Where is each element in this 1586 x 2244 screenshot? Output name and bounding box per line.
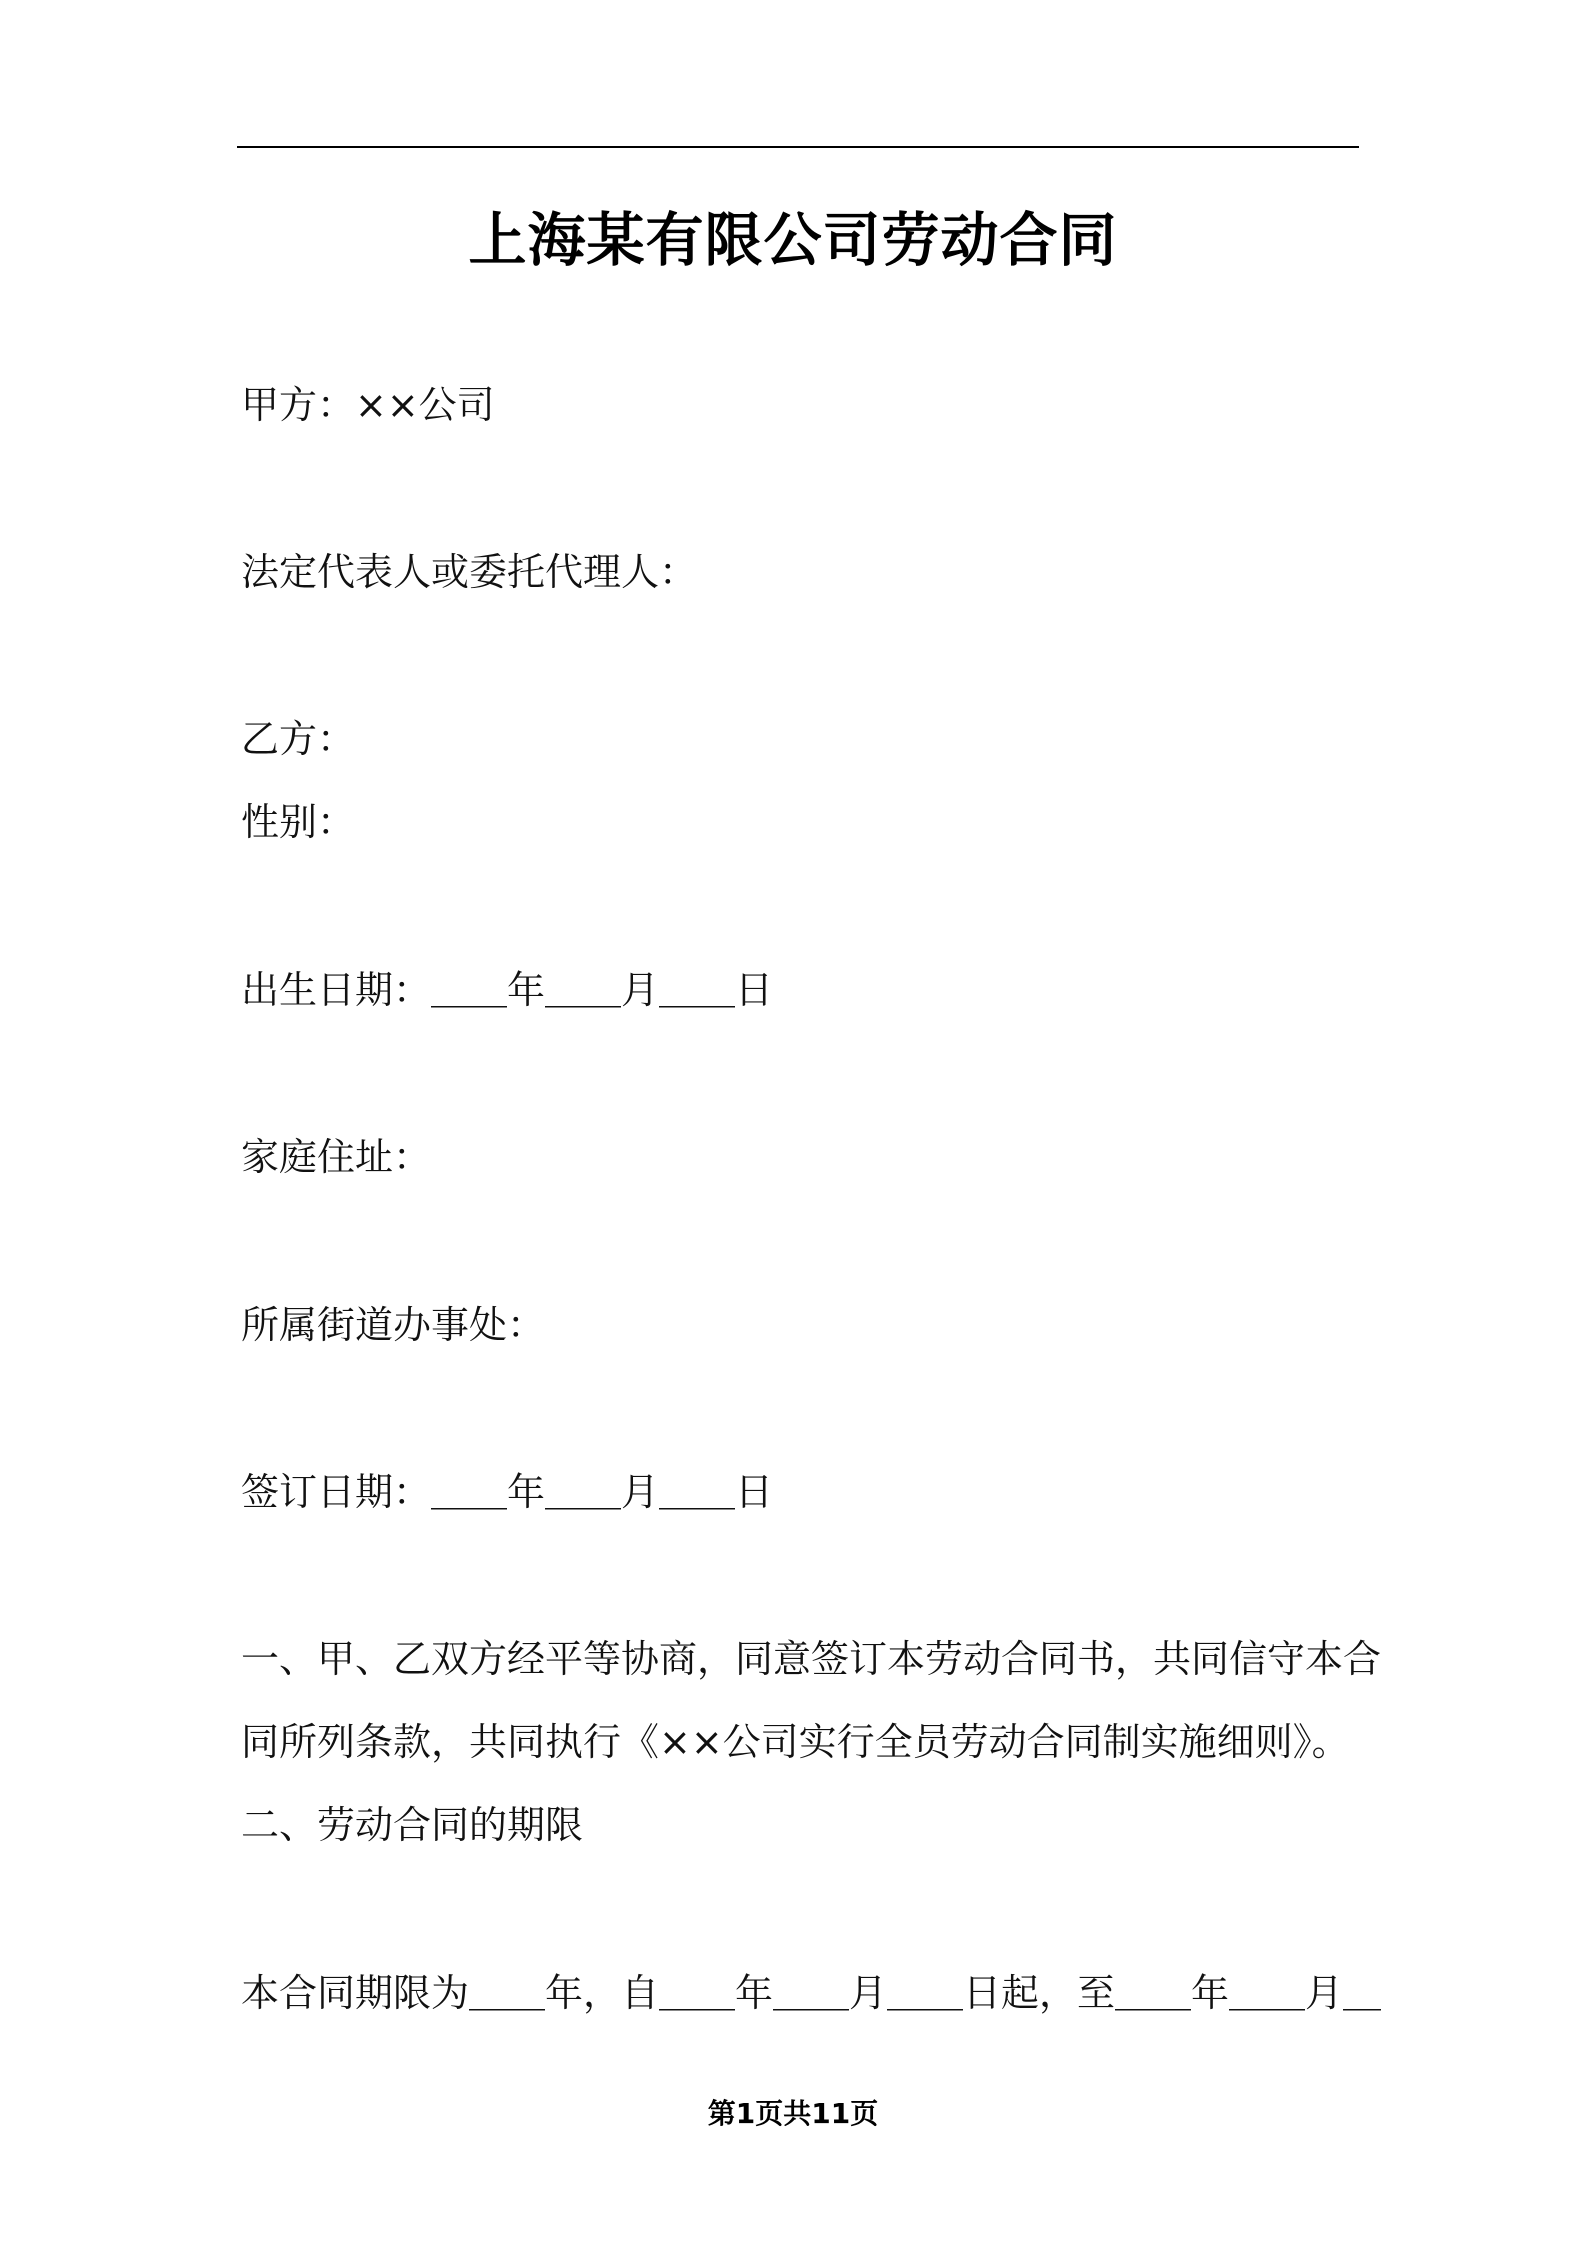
party-a-line: 甲方：××公司 [241,383,495,427]
clause-one-line-2: 同所列条款，共同执行《××公司实行全员劳动合同制实施细则》。 [241,1720,1350,1764]
header-rule [237,146,1359,148]
contract-term-line: 本合同期限为＿＿年，自＿＿年＿＿月＿＿日起，至＿＿年＿＿月＿ [241,1971,1382,2015]
home-address-line: 家庭住址： [241,1135,432,1179]
page-number-footer: 第1页共11页 [707,2097,879,2130]
document-title: 上海某有限公司劳动合同 [468,206,1118,274]
clause-two-heading: 二、劳动合同的期限 [241,1803,584,1847]
signing-date-line: 签订日期：＿＿年＿＿月＿＿日 [241,1470,774,1514]
birth-date-line: 出生日期：＿＿年＿＿月＿＿日 [241,968,774,1012]
gender-line: 性别： [241,800,356,844]
legal-representative-line: 法定代表人或委托代理人： [241,550,698,594]
party-b-line: 乙方： [241,717,356,761]
clause-one-line-1: 一、甲、乙双方经平等协商，同意签订本劳动合同书，共同信守本合 [241,1637,1382,1681]
street-office-line: 所属街道办事处： [241,1303,546,1347]
